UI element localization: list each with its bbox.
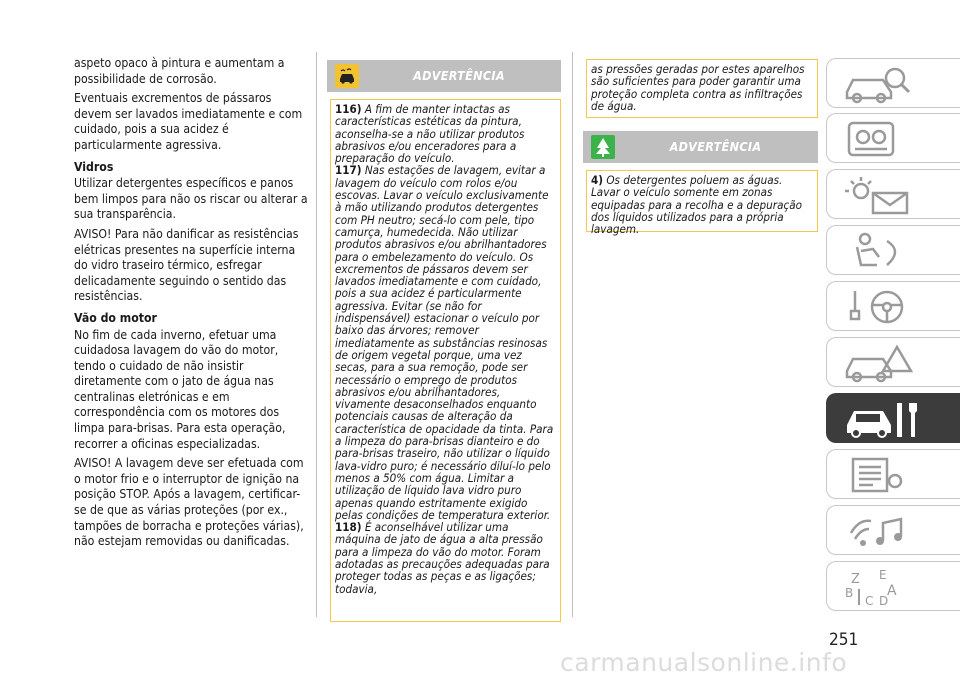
item-number: 4) <box>591 173 604 187</box>
warning-header <box>327 60 561 92</box>
tab-index[interactable] <box>826 561 960 611</box>
item-number: 118) <box>335 520 362 535</box>
page-number: 251 <box>829 630 859 650</box>
paragraph: AVISO! A lavagem deve ser efetuada com o motor frio e o interruptor de ignição na posição STOP. Após a lavagem, certificar-se de que as várias proteções (por ex., tampões de borracha e proteções várias), não estejam removidas ou danificadas. <box>74 456 304 549</box>
tab-multimedia[interactable] <box>826 505 960 555</box>
steering-wheel-icon <box>843 287 915 327</box>
column-divider <box>572 52 573 617</box>
emergency-car-icon <box>843 343 915 383</box>
item-text: A fim de manter intactas as características estéticas da pintura, aconselha-se a não utilizar produtos abrasivos e/ou enceradores para a preparação do veículo. <box>335 102 525 166</box>
tab-car-info[interactable] <box>826 58 960 108</box>
warning-item <box>335 164 556 521</box>
warning-item <box>335 103 556 164</box>
warning-box-continued <box>586 59 818 118</box>
tab-lights-messages[interactable] <box>826 169 960 219</box>
multimedia-icon <box>843 511 915 551</box>
tab-safety[interactable] <box>826 225 960 275</box>
svg-text:C: C <box>865 594 874 607</box>
paragraph: aspeto opaco à pintura e aumentam a possibilidade de corrosão. <box>74 56 285 86</box>
car-service-wrench-icon <box>843 399 923 441</box>
item-text: as pressões geradas por estes aparelhos são suficientes para poder garantir uma proteção completa contra as infiltrações de água. <box>591 62 805 113</box>
warning-header <box>583 131 818 163</box>
item-text: É aconselhável utilizar uma máquina de jato de água a alta pressão para a limpeza do vão do motor. Foram adotadas as precauções adequadas para proteger todas as peças e as ligações; todavia, <box>335 520 550 596</box>
lights-message-icon <box>843 175 915 215</box>
warning-box <box>330 99 561 622</box>
safety-seat-icon <box>843 231 915 271</box>
item-text: Nas estações de lavagem, evitar a lavagem do veículo com rolos e/ou escovas. Lavar o veículo exclusivamente à mão utilizando produtos detergentes com PH neutro; secá-lo com pele, tipo camurça, humedecida. Não utilizar produtos abrasivos e/ou abrilhantadores para o embelezamento do veículo. Os excrementos de pássaros devem ser lavados imediatamente e com cuidado, pois a sua acidez é particularmente agressiva. Evitar (se não for indispensável) estacionar o veículo por baixo das árvores; remover imediatamente as substâncias resinosas de origem vegetal porque, uma vez secas, para a sua remoção, pode ser necessário o emprego de produtos abrasivos e/ou abrilhantadores, vivamente desaconselhados enquanto potenciais causas de alteração da característica de opacidade da tinta. Para a limpeza do para-brisas dianteiro e do para-brisas traseiro, não utilizar o líquido lava-vidro puro; é necessário diluí-lo pelo menos a 50% com água. Limitar a utilização de líquido lava vidro puro apenas quando estritamente exigido pelas condições de temperatura exterior. <box>335 163 554 522</box>
svg-text:D: D <box>879 594 889 607</box>
item-number: 116) <box>335 102 362 116</box>
item-text: Os detergentes poluem as águas. Lavar o veículo somente em zonas equipadas para a recolha e a depuração dos líquidos utilizados para a própria lavagem. <box>591 173 802 237</box>
warning-title: ADVERTÊNCIA <box>413 68 505 83</box>
column-divider <box>316 52 317 617</box>
paragraph: Eventuais excrementos de pássaros devem ser lavados imediatamente e com cuidado, pois a sua acidez é particularmente agressiva. <box>74 91 303 152</box>
svg-text:A: A <box>887 583 897 599</box>
dashboard-icon <box>843 119 915 159</box>
warning-item <box>591 174 813 235</box>
warning-box <box>586 170 818 237</box>
paragraph: AVISO! Para não danificar as resistências elétricas presentes na superfície interna do vidro traseiro térmico, esfregar delicadamente seguindo o sentido das resistências. <box>74 226 299 304</box>
tab-dashboard[interactable] <box>826 113 960 163</box>
item-number: 117) <box>335 163 362 178</box>
paragraph: Utilizar detergentes específicos e panos bem limpos para não os riscar ou alterar a sua transparência. <box>74 176 308 222</box>
tab-maintenance-active[interactable] <box>826 393 960 443</box>
tab-starting-driving[interactable] <box>826 281 960 331</box>
svg-text:E: E <box>879 568 887 582</box>
svg-text:B: B <box>845 586 854 600</box>
paragraph: No fim de cada inverno, efetuar uma cuidadosa lavagem do vão do motor, tendo o cuidado de não insistir diretamente com o jato de água nas centralinas eletrónicas e em correspondência com os motores dos limpa para-brisas. Para esta operação, recorrer a oficinas especializadas. <box>74 327 286 451</box>
warning-item <box>335 521 556 595</box>
index-alphabet-icon <box>843 567 915 607</box>
section-heading-vidros: Vidros <box>74 159 114 174</box>
section-heading-vao-motor: Vão do motor <box>74 310 157 325</box>
car-info-icon <box>843 64 915 104</box>
svg-text:Z: Z <box>851 572 860 587</box>
watermark: carmanualsonline.info <box>560 648 848 677</box>
body-text-column <box>74 56 312 554</box>
tab-emergency[interactable] <box>826 337 960 387</box>
warning-title: ADVERTÊNCIA <box>669 139 762 154</box>
technical-data-icon <box>843 455 915 495</box>
tab-technical-data[interactable] <box>826 449 960 499</box>
